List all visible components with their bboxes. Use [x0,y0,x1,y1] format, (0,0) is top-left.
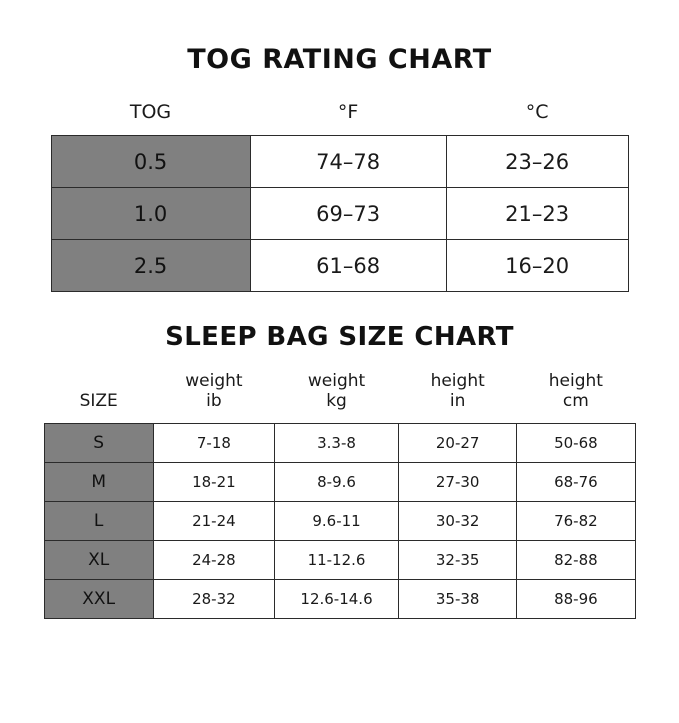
size-height-cm-cell: 68-76 [517,463,635,502]
size-header-height-cm [517,370,635,424]
size-weight-kg-cell: 12.6-14.6 [274,580,398,619]
size-height-in-cell: 32-35 [399,541,517,580]
size-header-size-line1: SIZE [79,390,118,411]
size-height-cm-cell: 82-88 [517,541,635,580]
tog-fahrenheit-cell: 69–73 [250,188,446,240]
tog-value-cell: 1.0 [51,188,250,240]
size-weight-kg-cell: 11-12.6 [274,541,398,580]
size-header-weight-kg-line1: weight [307,371,366,391]
size-label-cell: S [44,424,153,463]
table-row [51,136,628,188]
size-label-cell: XL [44,541,153,580]
size-header-size [44,370,153,424]
table-row [44,424,635,463]
table-row [51,188,628,240]
size-weight-ib-cell: 28-32 [153,580,274,619]
size-height-in-cell: 30-32 [399,502,517,541]
tog-rating-table [51,97,629,292]
size-label-cell: M [44,463,153,502]
size-weight-kg-cell: 3.3-8 [274,424,398,463]
size-header-height-cm-line2: cm [562,390,589,411]
size-label-cell: L [44,502,153,541]
size-weight-kg-cell: 8-9.6 [274,463,398,502]
tog-celsius-cell: 21–23 [446,188,628,240]
tog-value-cell: 0.5 [51,136,250,188]
size-header-weight-ib [153,370,274,424]
size-header-height-in-line1: height [430,371,485,391]
size-header-height-cm-line1: height [548,371,603,391]
tog-fahrenheit-cell: 61–68 [250,240,446,292]
tog-and-size-chart-page [0,44,679,723]
table-row [44,541,635,580]
size-header-height-in-line2: in [449,390,466,411]
size-header-weight-kg-line2: kg [326,390,347,411]
size-height-cm-cell: 88-96 [517,580,635,619]
size-header-weight-kg [274,370,398,424]
size-weight-ib-cell: 18-21 [153,463,274,502]
size-label-cell: XXL [44,580,153,619]
tog-celsius-cell: 23–26 [446,136,628,188]
size-chart-title: SLEEP BAG SIZE CHART [165,322,514,352]
tog-value-cell: 2.5 [51,240,250,292]
size-height-in-cell: 27-30 [399,463,517,502]
tog-table-header-row [51,97,628,136]
size-header-weight-ib-line1: weight [185,371,243,391]
size-header-weight-ib-line2: ib [206,390,222,411]
size-weight-ib-cell: 24-28 [153,541,274,580]
tog-fahrenheit-cell: 74–78 [250,136,446,188]
table-row [51,240,628,292]
tog-header-celsius: °C [525,101,549,123]
tog-header-tog: TOG [129,101,172,123]
size-height-cm-cell: 50-68 [517,424,635,463]
size-weight-ib-cell: 21-24 [153,502,274,541]
tog-header-fahrenheit: °F [337,101,359,123]
size-table-header-row [44,370,635,424]
table-row [44,502,635,541]
sleep-bag-size-table [44,370,636,619]
size-header-height-in [399,370,517,424]
size-height-in-cell: 20-27 [399,424,517,463]
table-row [44,463,635,502]
size-weight-kg-cell: 9.6-11 [274,502,398,541]
size-height-cm-cell: 76-82 [517,502,635,541]
table-row [44,580,635,619]
tog-chart-title: TOG RATING CHART [187,44,492,75]
tog-celsius-cell: 16–20 [446,240,628,292]
size-height-in-cell: 35-38 [399,580,517,619]
size-weight-ib-cell: 7-18 [153,424,274,463]
